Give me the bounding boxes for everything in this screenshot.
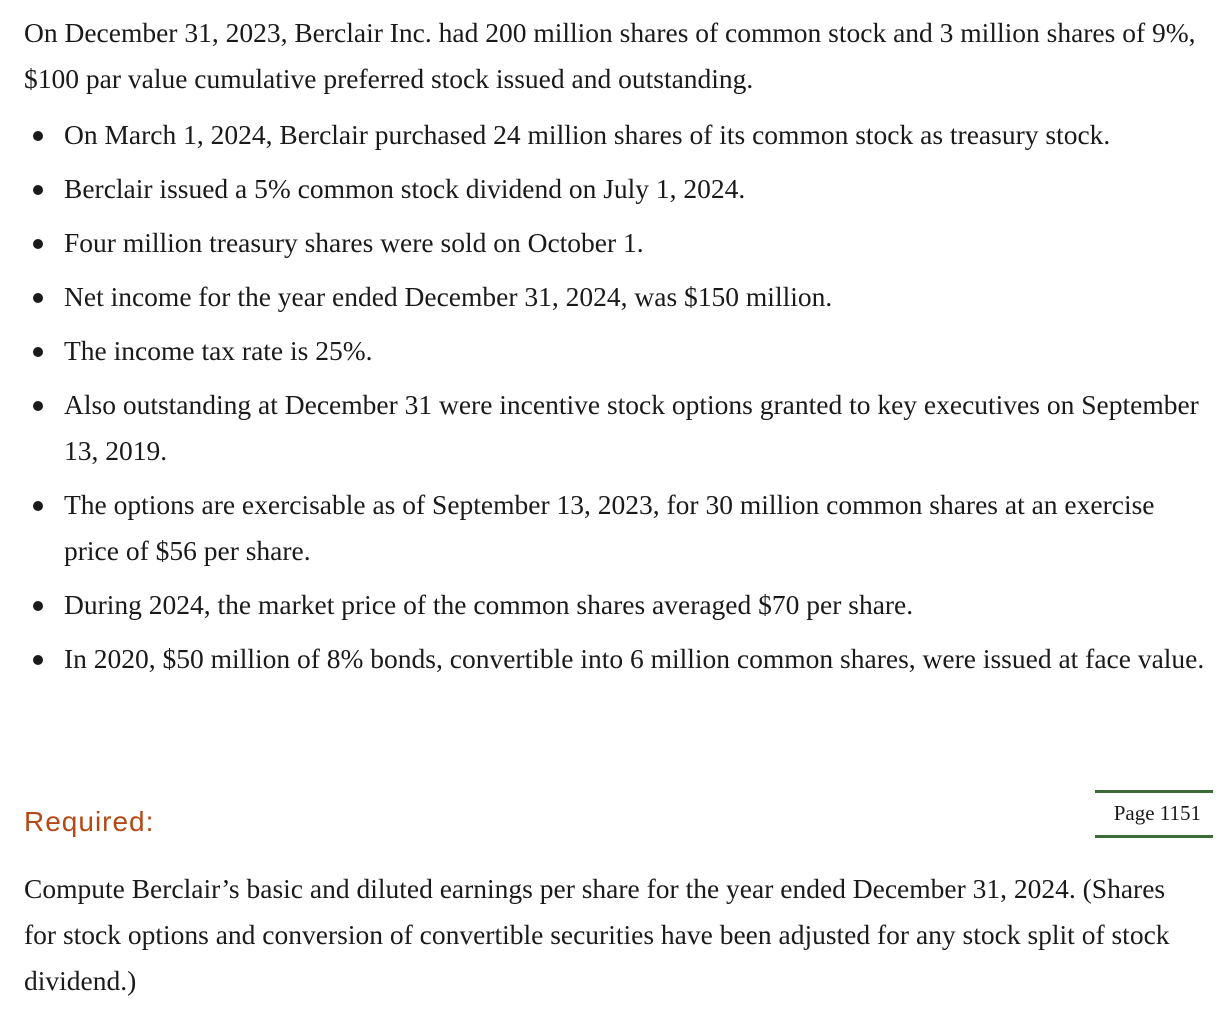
- list-item-text: During 2024, the market price of the common shares averaged $70 per share.: [64, 589, 914, 620]
- list-item-text: Net income for the year ended December 31, 2024, was $150 million.: [64, 281, 833, 312]
- page-number-marker: Page 1151: [1095, 790, 1213, 838]
- bullet-icon: [33, 347, 43, 357]
- bullet-icon: [33, 131, 43, 141]
- bullet-icon: [33, 239, 43, 249]
- facts-list: [24, 112, 1214, 690]
- list-item-text: Four million treasury shares were sold on October 1.: [64, 227, 644, 258]
- task-paragraph: Compute Berclair’s basic and diluted earnings per share for the year ended December 31, 2024. (Shares for stock options and conversion of convertible securities have been adjusted for any stock split of stock dividend.): [24, 873, 1170, 996]
- list-item: [24, 636, 1214, 682]
- bullet-icon: [33, 501, 43, 511]
- required-heading: Required:: [24, 806, 155, 837]
- bullet-icon: [33, 601, 43, 611]
- intro-paragraph: On December 31, 2023, Berclair Inc. had 200 million shares of common stock and 3 million shares of 9%, $100 par value cumulative preferred stock issued and outstanding.: [24, 17, 1196, 94]
- bullet-icon: [33, 655, 43, 665]
- list-item: [24, 582, 1214, 628]
- list-item-text: The options are exercisable as of September 13, 2023, for 30 million common shares at an exercise price of $56 per share.: [64, 489, 1155, 566]
- bullet-icon: [33, 293, 43, 303]
- list-item: [24, 482, 1214, 574]
- list-item-text: Also outstanding at December 31 were incentive stock options granted to key executives on September 13, 2019.: [64, 389, 1199, 466]
- list-item: [24, 328, 1214, 374]
- bullet-icon: [33, 401, 43, 411]
- list-item-text: On March 1, 2024, Berclair purchased 24 million shares of its common stock as treasury stock.: [64, 119, 1111, 150]
- list-item-text: In 2020, $50 million of 8% bonds, convertible into 6 million common shares, were issued at face value.: [64, 643, 1205, 674]
- list-item: [24, 220, 1214, 266]
- list-item-text: Berclair issued a 5% common stock dividend on July 1, 2024.: [64, 173, 746, 204]
- list-item: [24, 112, 1214, 158]
- list-item: [24, 166, 1214, 212]
- list-item: [24, 274, 1214, 320]
- list-item: [24, 382, 1214, 474]
- list-item-text: The income tax rate is 25%.: [64, 335, 373, 366]
- bullet-icon: [33, 185, 43, 195]
